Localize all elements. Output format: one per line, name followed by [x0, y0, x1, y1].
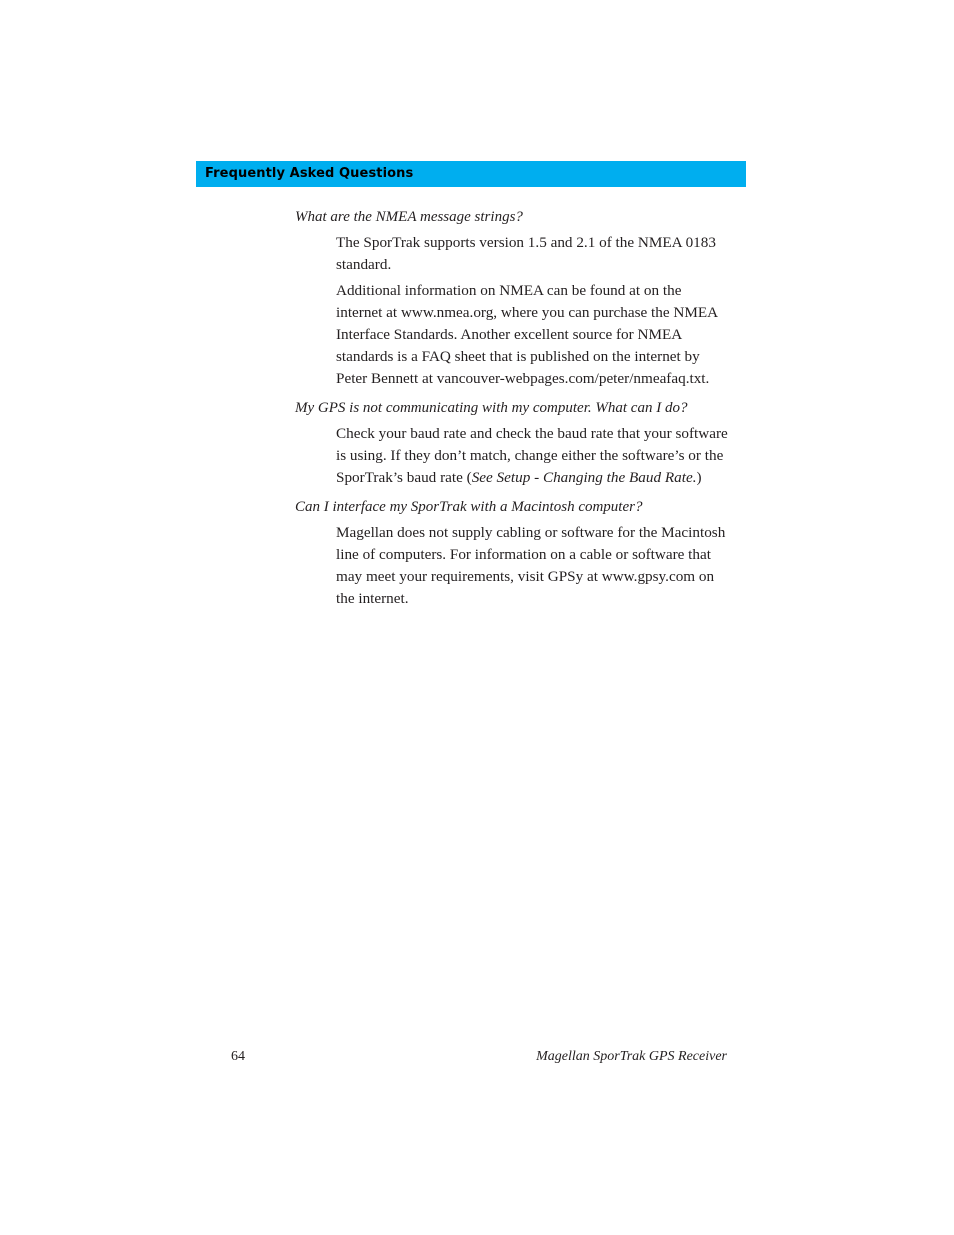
answer-line: standard.: [336, 256, 392, 273]
faq-question: Can I interface my SporTrak with a Macintosh computer?: [295, 499, 643, 515]
answer-line: Peter Bennett at vancouver-webpages.com/peter/nmeafaq.txt.: [336, 370, 710, 387]
page-number: 64: [231, 1049, 245, 1064]
section-title: Frequently Asked Questions: [205, 166, 414, 181]
faq-answer-paragraph: [336, 423, 731, 489]
answer-line: may meet your requirements, visit GPSy at www.gpsy.com on: [336, 568, 715, 585]
faq-list: [295, 206, 735, 617]
cross-reference: See Setup - Changing the Baud Rate.: [471, 469, 697, 486]
answer-line: is using. If they don’t match, change either the software’s or the: [336, 447, 724, 464]
faq-item-macintosh: [295, 496, 735, 610]
answer-line: Magellan does not supply cabling or software for the Macintosh: [336, 524, 726, 541]
answer-line: [336, 467, 731, 489]
section-header-bar: [196, 161, 746, 187]
answer-line: The SporTrak supports version 1.5 and 2.1 of the NMEA 0183: [336, 234, 716, 251]
faq-item-nmea: [295, 206, 735, 390]
faq-question: What are the NMEA message strings?: [295, 209, 523, 225]
answer-text: SporTrak’s baud rate (: [336, 469, 472, 486]
faq-item-communication: [295, 397, 735, 489]
answer-line: Additional information on NMEA can be found at on the: [336, 282, 682, 299]
answer-line: line of computers. For information on a cable or software that: [336, 546, 711, 563]
answer-line: standards is a FAQ sheet that is published on the internet by: [336, 348, 700, 365]
answer-line: internet at www.nmea.org, where you can purchase the NMEA: [336, 304, 719, 321]
faq-answer-paragraph: [336, 280, 731, 390]
running-footer-title: Magellan SporTrak GPS Receiver: [536, 1049, 727, 1064]
answer-line: Check your baud rate and check the baud rate that your software: [336, 425, 728, 442]
faq-answer-paragraph: [336, 232, 731, 276]
faq-question: My GPS is not communicating with my computer. What can I do?: [295, 400, 688, 416]
answer-line: Interface Standards. Another excellent source for NMEA: [336, 326, 683, 343]
faq-answer-paragraph: [336, 522, 731, 610]
answer-text: ): [696, 469, 702, 486]
answer-line: the internet.: [336, 590, 409, 607]
